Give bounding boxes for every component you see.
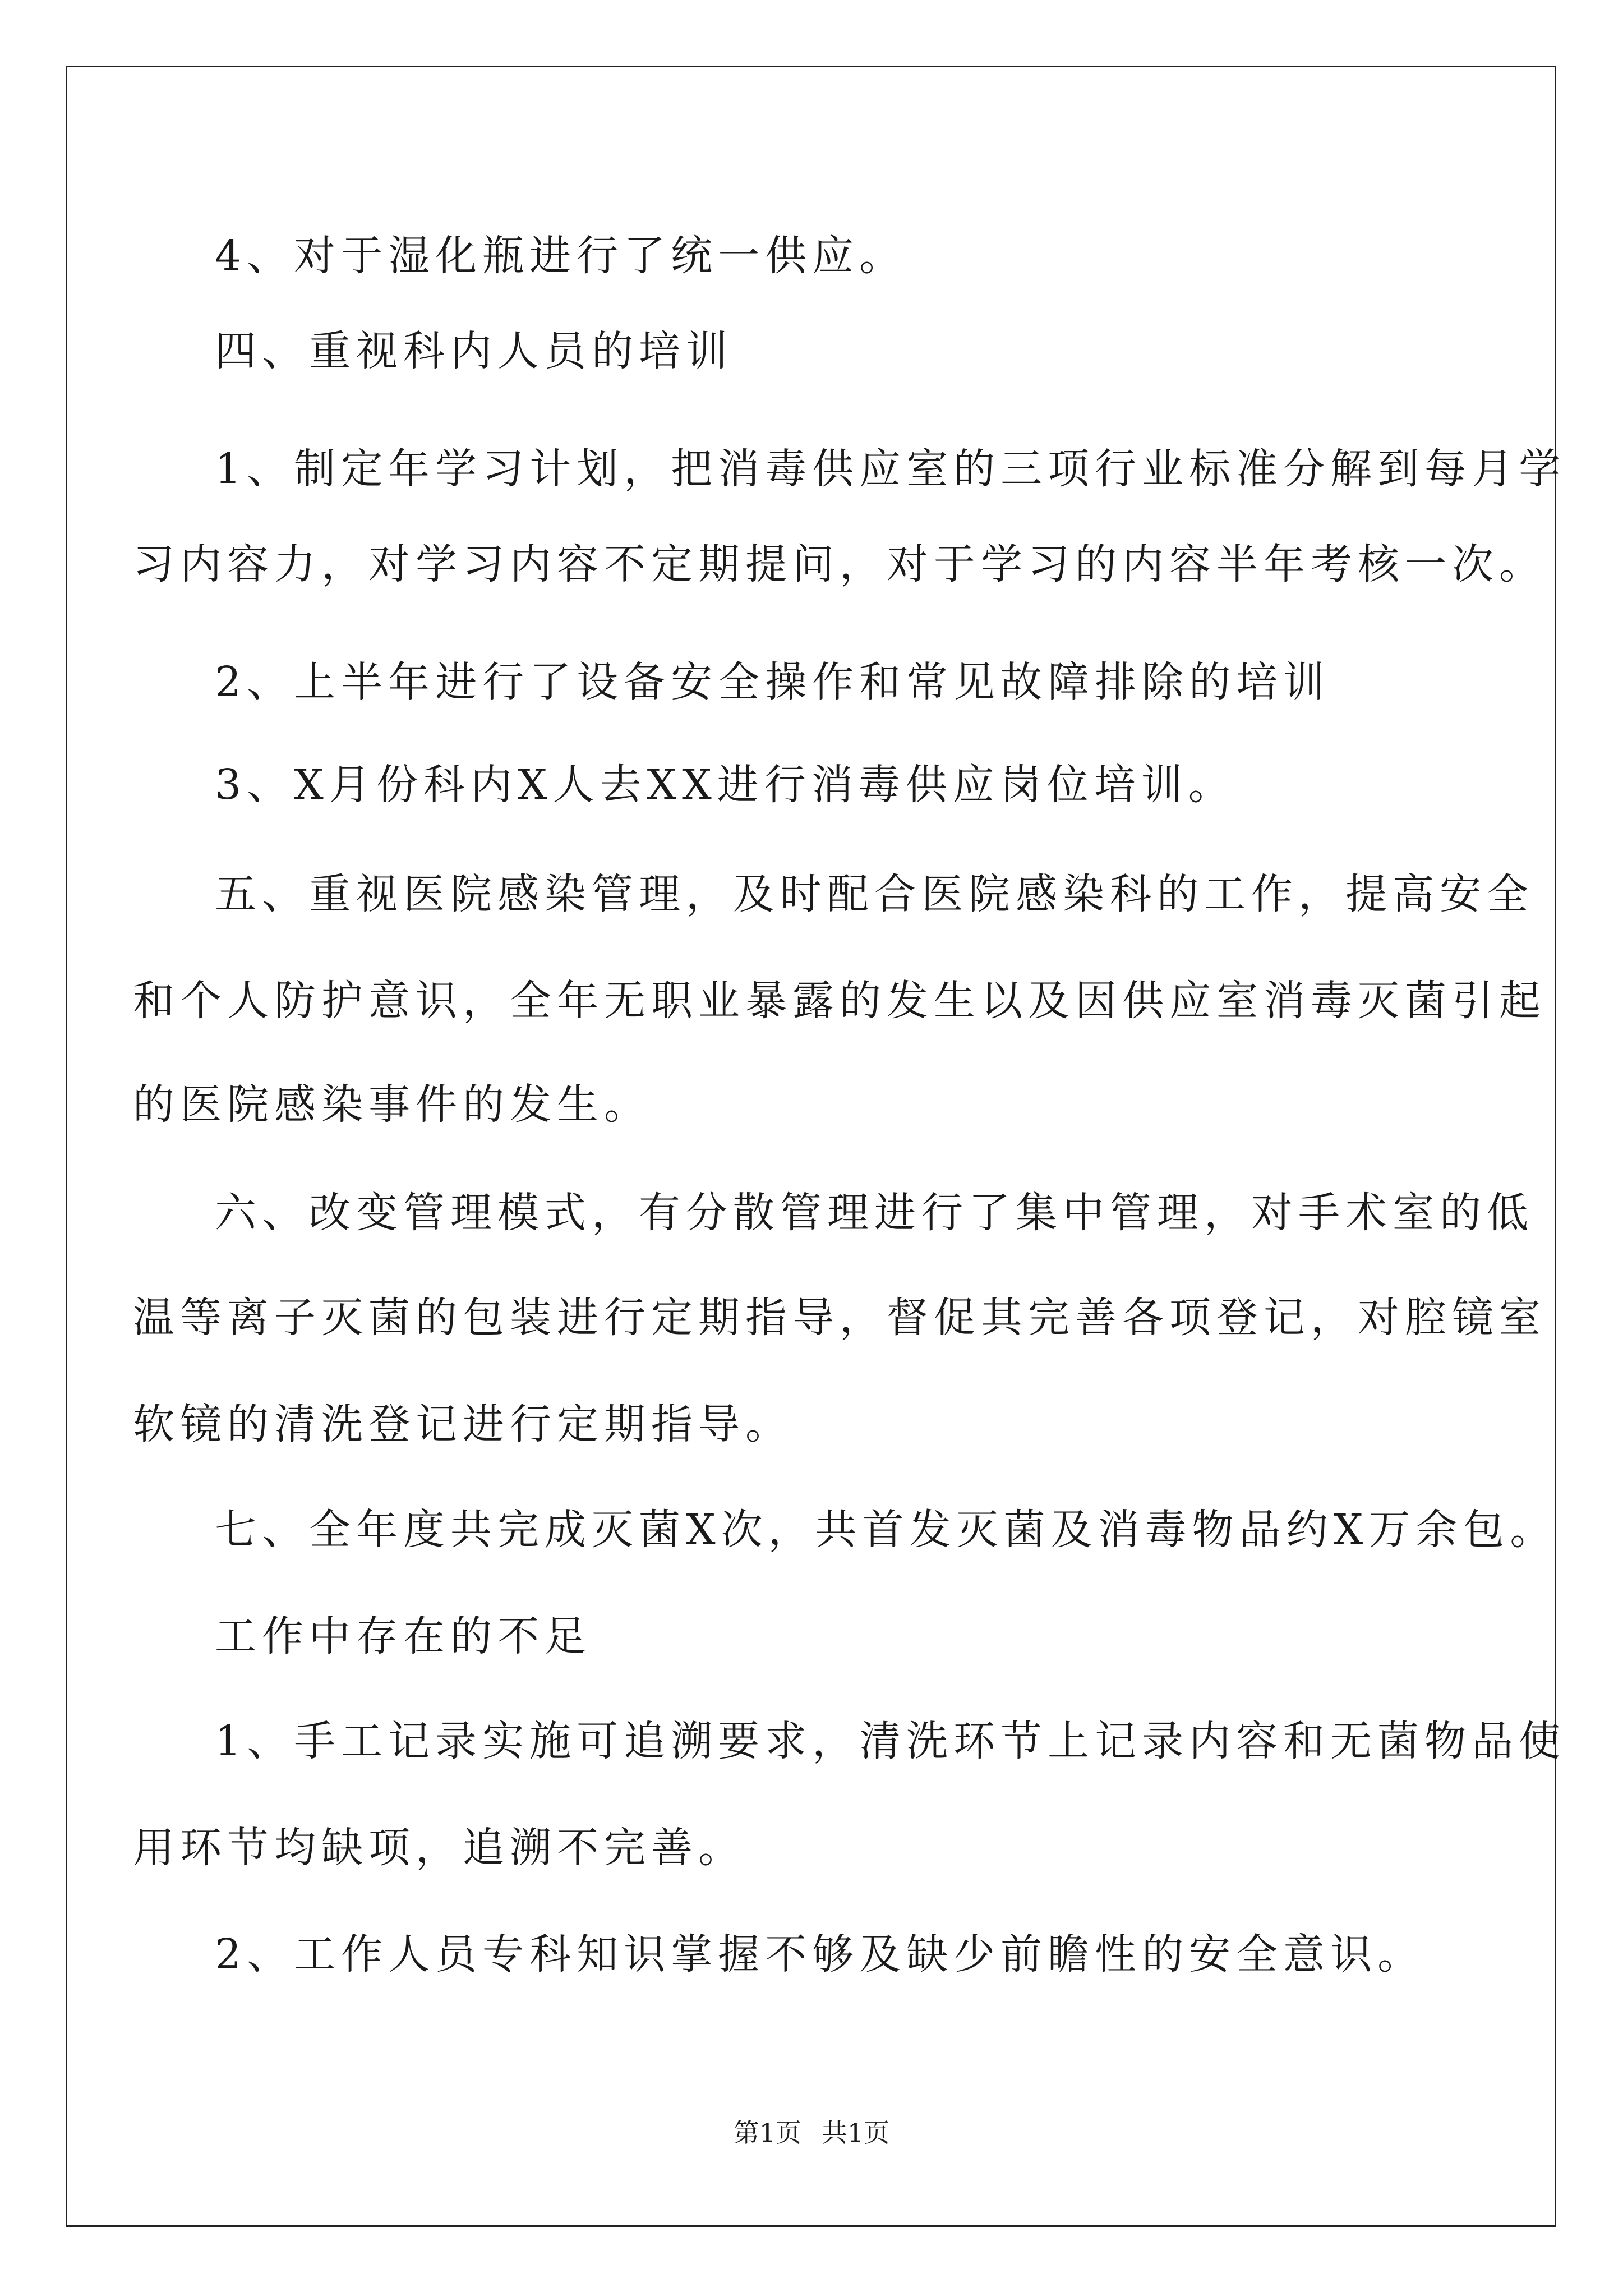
paragraph-line: 用环节均缺项，追溯不完善。 <box>133 1824 745 1872</box>
page-border <box>66 66 1566 2227</box>
paragraph-line: 和个人防护意识，全年无职业暴露的发生以及因供应室消毒灭菌引起 <box>133 977 1546 1025</box>
paragraph-line: 2、上半年进行了设备安全操作和常见故障排除的培训 <box>215 658 1331 706</box>
paragraph-line: 1、制定年学习计划，把消毒供应室的三项行业标准分解到每月学 <box>215 445 1566 493</box>
paragraph-line: 的医院感染事件的发生。 <box>133 1080 651 1129</box>
section-heading: 七、全年度共完成灭菌X次，共首发灭菌及消毒物品约X万余包。 <box>215 1506 1557 1554</box>
section-heading: 四、重视科内人员的培训 <box>215 327 733 375</box>
paragraph-line: 3、X月份科内X人去XX进行消毒供应岗位培训。 <box>215 761 1235 809</box>
paragraph-line: 习内容力，对学习内容不定期提问，对于学习的内容半年考核一次。 <box>133 540 1546 588</box>
paragraph-line: 软镜的清洗登记进行定期指导。 <box>133 1400 792 1448</box>
paragraph-line: 2、工作人员专科知识掌握不够及缺少前瞻性的安全意识。 <box>215 1930 1425 1978</box>
paragraph-line: 1、手工记录实施可追溯要求，清洗环节上记录内容和无菌物品使 <box>215 1717 1566 1765</box>
page-number: 第1页 <box>733 2118 801 2148</box>
page-footer <box>0 2116 1623 2150</box>
page-total: 共1页 <box>822 2118 890 2148</box>
paragraph-line: 4、对于湿化瓶进行了统一供应。 <box>215 232 907 280</box>
paragraph-line: 温等离子灭菌的包装进行定期指导，督促其完善各项登记，对腔镜室 <box>133 1294 1546 1342</box>
section-heading: 五、重视医院感染管理，及时配合医院感染科的工作，提高安全 <box>215 870 1534 918</box>
section-heading: 工作中存在的不足 <box>215 1612 592 1660</box>
section-heading: 六、改变管理模式，有分散管理进行了集中管理，对手术室的低 <box>215 1189 1534 1237</box>
